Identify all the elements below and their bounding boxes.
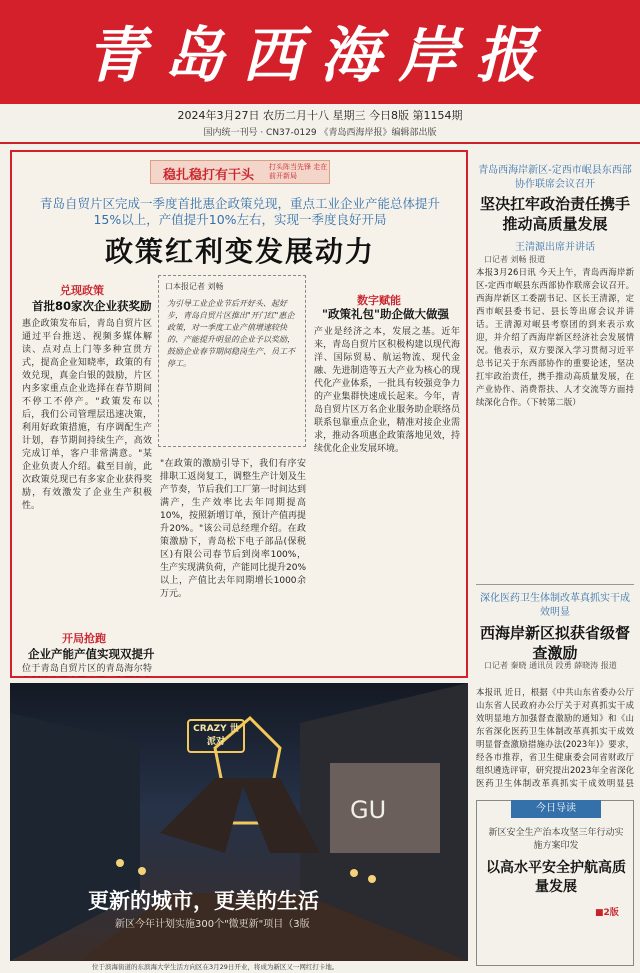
note-text: 为引导工业企业节后开好头、起好步，青岛自贸片区推出"开门红"惠企政策，对一季度工业产值增速较快的、产能提升明显的企业予以奖励，鼓励企业春节期间稳岗生产、员工不停工。 [167, 299, 295, 368]
story-byline: 口记者 刘畅 报道 [484, 255, 546, 264]
note-byline: 口本报记者 刘畅 [165, 282, 224, 291]
section-body: "在政策的激励引导下，我们有序安排职工返岗复工，调整生产计划及生产节奏，节后我们工厂第一时间达到满产，生产效率比去年同期提高10%，按照新增订单，预计产值再提升20%。"该公司总经理介绍。在政策激励下，青岛松下电子部品(保税区)有限公司春节后到岗率100%，生产实现满负荷，产能同比提升20%以上，产值比去年同期增长1000余万元。 [160, 459, 306, 599]
photo-caption: 位于滨海街道的东滨海大学生活方向区在3月29日开业，将成为新区又一网红打卡地。 [92, 963, 339, 971]
feature-photo[interactable] [10, 683, 468, 961]
lead-banner [150, 160, 330, 184]
story-kicker: 青岛西海岸新区-定西市岷县东西部协作联席会议召开 [478, 165, 632, 190]
story-byline: 口记者 秦晓 通讯员 段勇 薛晓涛 报道 [484, 661, 617, 670]
section-title[interactable]: 首批80家次企业获奖励 [32, 299, 152, 313]
section-body: 惠企政策发布后，青岛自贸片区通过平台推送、视频多媒体解读、点对点上门等多种宣贯方式，提高企业知晓率，政策的有效兑现，真金白银的鼓励，片区内多家重点企业选择在春节期间不停工不停产。"政策发布以后，我们公司管理层迅速决策，利用好政策措施，有序调配生产计划，春节期间持续生产，高效完成订单，客户非常满意。"某企业负责人介绍。截至目前，此次政策兑现已有多家企业获得奖励，有效激发了企业生产积极性。 [22, 319, 152, 511]
guide-teaser: 新区安全生产治本攻坚三年行动实施方案印发 [488, 828, 624, 851]
right-column [476, 150, 634, 966]
section-kicker: 数字赋能 [357, 294, 401, 307]
section-kicker: 开局抢跑 [62, 632, 106, 645]
story-subhead: 王清源出席并讲话 [515, 242, 595, 253]
lead-headline[interactable]: 政策红利变发展动力 [104, 235, 375, 268]
event-sign: CRAZY 世派对 [187, 719, 245, 753]
publication-info: 国内统一刊号 · CN37-0129 《青岛西海岸报》编辑部出版 [203, 128, 437, 138]
store-sign-glyph: GU [350, 796, 387, 824]
story-headline[interactable]: 西海岸新区拟获省级督查激励 [479, 624, 630, 662]
masthead-rule [0, 142, 640, 144]
section-title[interactable]: "政策礼包"助企做大做强 [322, 307, 449, 321]
masthead [0, 0, 640, 104]
today-guide-tab[interactable]: 今日导读 [511, 800, 601, 818]
story-kicker: 深化医药卫生体制改革真抓实干成效明显 [480, 593, 630, 618]
column-divider [476, 584, 634, 585]
photo-headline[interactable]: 更新的城市，更美的生活 [88, 889, 319, 913]
today-guide-box[interactable] [476, 800, 634, 966]
guide-page-ref[interactable]: ■2版 [595, 908, 619, 918]
section-body: 位于青岛自贸片区的青岛海尔特 [22, 664, 152, 674]
lead-deck: 青岛自贸片区完成一季度首批惠企政策兑现，重点工业企业产能总体提升15%以上，产值提升10%左右，实现一季度良好开局 [40, 196, 441, 227]
photo-subtitle: 新区今年计划实施300个"微更新"项目（3版 [115, 919, 310, 930]
section-kicker: 兑现政策 [60, 284, 104, 297]
guide-headline[interactable]: 以高水平安全护航高质量发展 [486, 860, 626, 895]
story-body: 本报讯 近日，根据《中共山东省委办公厅 山东省人民政府办公厅关于对真抓实干成效明显地方加强督查激励的通知》和《山东省深化医药卫生体制改革真抓实干成效明显督查激励措施办法(2023年)》要求，经各市推荐，省卫生健康委会同省财政厅组织遴选评审，研究提出2023年全省深化医药卫生体制改革真抓实干成效明显县 [476, 687, 634, 788]
story-headline[interactable]: 坚决扛牢政治责任携手推动高质量发展 [479, 195, 630, 233]
banner-side-text: 打头阵当先锋 走在前开新局 [269, 163, 328, 180]
section-body: 产业是经济之本，发展之基。近年来，青岛自贸片区积极构建以现代海洋、国际贸易、航运物流、现代金融、先进制造等五大产业为核心的现代化产业体系，一批具有较强竞争力的产业集群快速成长起来。今年，青岛自贸片区万名企业服务助企联络员联系包靠重点企业，精准对接企业需求，推动各项惠企政策落地见效，持续优化企业发展环境。 [314, 327, 460, 454]
issue-dateline: 2024年3月27日 农历二月十八 星期三 今日8版 第1154期 [177, 109, 463, 122]
story-body: 本报3月26日讯 今天上午，青岛西海岸新区-定西市岷县东西部协作联席会议召开。西海岸新区工委副书记、区长王清源，定西市岷县委书记、县长等出席会议并讲话。王清源对岷县考察团的到来表示欢迎，并介绍了西海岸新区经济社会发展情况。他表示，双方要深入学习贯彻习近平总书记关于东西部协作的重要论述，坚决扛牢政治责任，携手推动高质量发展，在产业协作、消费帮扶、人才交流等方面持续深化合作。（下转第二版） [476, 267, 634, 407]
section-title[interactable]: 企业产能产值实现双提升 [28, 647, 155, 661]
reporter-note [158, 275, 306, 447]
newspaper-title: 青岛西海岸报 [86, 21, 554, 91]
banner-title: 稳扎稳打有干头 [163, 168, 255, 183]
